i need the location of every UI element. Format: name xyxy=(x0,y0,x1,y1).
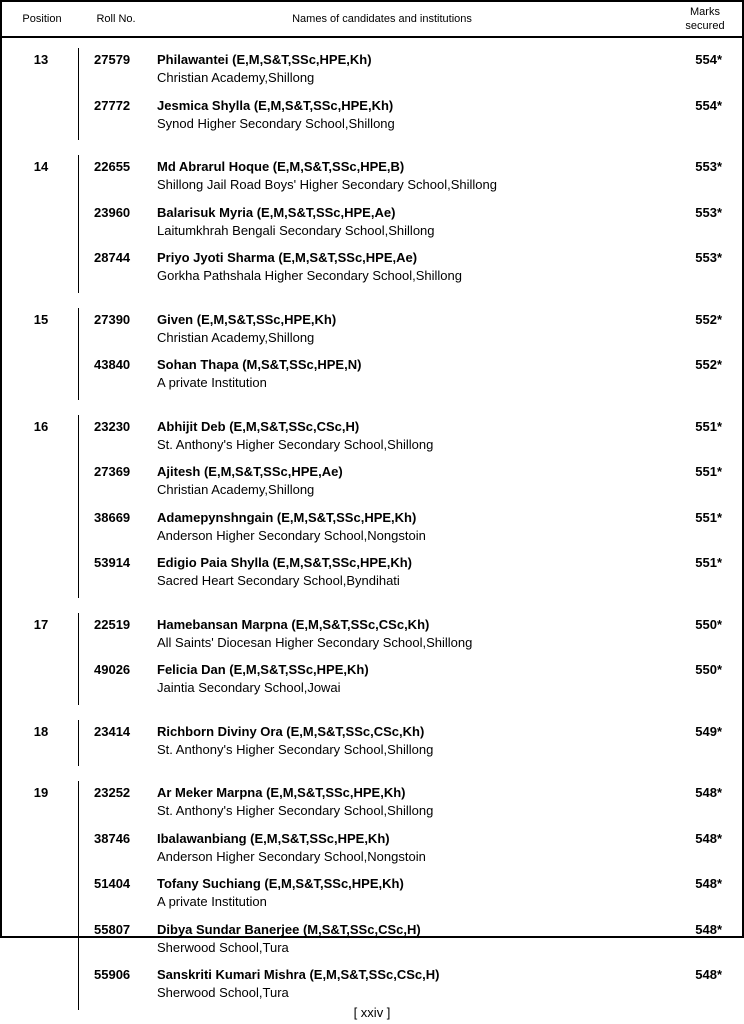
marks-secured: 548* xyxy=(695,785,722,800)
roll-number: 53914 xyxy=(94,555,131,570)
candidate-name: Jesmica Shylla (E,M,S&T,SSc,HPE,Kh) xyxy=(157,97,394,113)
roll-number: 55807 xyxy=(94,921,131,937)
candidate-row xyxy=(2,875,742,921)
rank-group xyxy=(2,603,742,710)
roll-number: 51404 xyxy=(94,876,131,891)
rank-group xyxy=(2,710,742,772)
header-roll-no: Roll No. xyxy=(96,13,136,25)
position-number: 14 xyxy=(33,159,49,174)
institution-name: Shillong Jail Road Boys' Higher Secondary School,Shillong xyxy=(157,177,497,192)
marks-secured: 550* xyxy=(695,662,722,677)
position-number: 17 xyxy=(33,616,49,632)
institution-name: Sherwood School,Tura xyxy=(157,939,289,955)
candidate-row xyxy=(2,830,742,876)
page-number: [ xxiv ] xyxy=(353,1005,391,1020)
institution-name: St. Anthony's Higher Secondary School,Shillong xyxy=(157,741,434,757)
header-names: Names of candidates and institutions xyxy=(292,13,472,25)
candidate-row xyxy=(2,509,742,555)
institution-name: Sacred Heart Secondary School,Byndihati xyxy=(157,573,400,588)
candidate-row xyxy=(2,311,742,357)
institution-name: All Saints' Diocesan Higher Secondary School,Shillong xyxy=(157,634,473,650)
candidate-row xyxy=(2,51,742,97)
rank-group xyxy=(2,771,742,1015)
roll-number: 23414 xyxy=(94,723,131,739)
candidate-row xyxy=(2,616,742,662)
roll-number: 27579 xyxy=(94,52,131,67)
institution-name: Anderson Higher Secondary School,Nongstoin xyxy=(157,527,426,543)
candidate-name: Given (E,M,S&T,SSc,HPE,Kh) xyxy=(157,311,337,327)
table-header xyxy=(2,2,742,38)
candidate-name: Tofany Suchiang (E,M,S&T,SSc,HPE,Kh) xyxy=(157,876,404,891)
candidate-row xyxy=(2,463,742,509)
marks-secured: 553* xyxy=(695,159,722,174)
candidate-row xyxy=(2,784,742,830)
institution-name: Jaintia Secondary School,Jowai xyxy=(157,680,341,695)
institution-name: Laitumkhrah Bengali Secondary School,Shillong xyxy=(157,222,435,238)
marks-secured: 552* xyxy=(695,311,722,327)
institution-name: Gorkha Pathshala Higher Secondary School,Shillong xyxy=(157,268,462,283)
marks-secured: 553* xyxy=(695,250,722,265)
candidate-name: Priyo Jyoti Sharma (E,M,S&T,SSc,HPE,Ae) xyxy=(157,250,418,265)
marks-secured: 548* xyxy=(695,830,722,846)
marks-secured: 548* xyxy=(695,876,722,891)
candidate-row xyxy=(2,418,742,464)
candidate-row xyxy=(2,158,742,204)
candidate-row xyxy=(2,661,742,707)
roll-number: 43840 xyxy=(94,357,131,372)
candidate-name: Sohan Thapa (M,S&T,SSc,HPE,N) xyxy=(157,357,362,372)
institution-name: A private Institution xyxy=(157,375,267,390)
marks-secured: 554* xyxy=(695,52,722,67)
rank-group xyxy=(2,405,742,603)
candidate-row xyxy=(2,921,742,967)
roll-number: 27772 xyxy=(94,97,131,113)
institution-name: Christian Academy,Shillong xyxy=(157,70,315,85)
candidate-name: Sanskriti Kumari Mishra (E,M,S&T,SSc,CSc,H) xyxy=(157,967,440,982)
candidate-row xyxy=(2,554,742,600)
roll-number: 38746 xyxy=(94,830,131,846)
candidate-name: Md Abrarul Hoque (E,M,S&T,SSc,HPE,B) xyxy=(157,159,405,174)
institution-name: St. Anthony's Higher Secondary School,Shillong xyxy=(157,436,434,452)
candidate-name: Adamepynshngain (E,M,S&T,SSc,HPE,Kh) xyxy=(157,509,417,525)
candidate-name: Balarisuk Myria (E,M,S&T,SSc,HPE,Ae) xyxy=(157,204,396,220)
marks-secured: 550* xyxy=(695,616,722,632)
roll-number: 27369 xyxy=(94,464,131,479)
candidate-row xyxy=(2,97,742,143)
candidate-name: Ar Meker Marpna (E,M,S&T,SSc,HPE,Kh) xyxy=(157,785,406,800)
marks-secured: 548* xyxy=(695,921,722,937)
marks-secured: 551* xyxy=(695,509,722,525)
institution-name: Christian Academy,Shillong xyxy=(157,482,315,497)
roll-number: 22519 xyxy=(94,616,131,632)
candidate-name: Richborn Diviny Ora (E,M,S&T,SSc,CSc,Kh) xyxy=(157,723,425,739)
institution-name: Sherwood School,Tura xyxy=(157,985,289,1000)
institution-name: Synod Higher Secondary School,Shillong xyxy=(157,115,395,131)
marks-secured: 553* xyxy=(695,204,722,220)
marks-secured: 554* xyxy=(695,97,722,113)
position-number: 15 xyxy=(33,311,49,327)
candidate-name: Philawantei (E,M,S&T,SSc,HPE,Kh) xyxy=(157,52,372,67)
table-body xyxy=(2,38,742,1015)
roll-number: 49026 xyxy=(94,662,131,677)
candidate-name: Abhijit Deb (E,M,S&T,SSc,CSc,H) xyxy=(157,418,360,434)
candidate-name: Ajitesh (E,M,S&T,SSc,HPE,Ae) xyxy=(157,464,343,479)
position-number: 18 xyxy=(33,723,49,739)
institution-name: St. Anthony's Higher Secondary School,Shillong xyxy=(157,803,434,818)
marks-secured: 551* xyxy=(695,555,722,570)
marks-secured: 551* xyxy=(695,464,722,479)
candidate-row xyxy=(2,204,742,250)
roll-number: 38669 xyxy=(94,509,131,525)
header-position: Position xyxy=(22,13,62,25)
roll-number: 22655 xyxy=(94,159,131,174)
institution-name: A private Institution xyxy=(157,894,267,909)
marks-secured: 551* xyxy=(695,418,722,434)
roll-number: 23230 xyxy=(94,418,131,434)
rank-group xyxy=(2,38,742,145)
marks-secured: 548* xyxy=(695,967,722,982)
marks-secured: 549* xyxy=(695,723,722,739)
header-marks: Marks secured xyxy=(685,6,725,32)
roll-number: 28744 xyxy=(94,250,131,265)
position-number: 13 xyxy=(33,52,49,67)
rank-group xyxy=(2,298,742,405)
candidate-name: Edigio Paia Shylla (E,M,S&T,SSc,HPE,Kh) xyxy=(157,555,412,570)
roll-number: 23252 xyxy=(94,785,131,800)
marks-secured: 552* xyxy=(695,357,722,372)
candidate-row xyxy=(2,356,742,402)
candidate-name: Ibalawanbiang (E,M,S&T,SSc,HPE,Kh) xyxy=(157,830,390,846)
institution-name: Christian Academy,Shillong xyxy=(157,329,315,345)
position-number: 16 xyxy=(33,418,49,434)
roll-number: 55906 xyxy=(94,967,131,982)
rank-group xyxy=(2,145,742,298)
candidate-name: Felicia Dan (E,M,S&T,SSc,HPE,Kh) xyxy=(157,662,369,677)
position-number: 19 xyxy=(33,785,49,800)
candidate-row xyxy=(2,249,742,295)
roll-number: 23960 xyxy=(94,204,131,220)
roll-number: 27390 xyxy=(94,311,131,327)
candidate-row xyxy=(2,723,742,769)
candidate-name: Hamebansan Marpna (E,M,S&T,SSc,CSc,Kh) xyxy=(157,616,430,632)
candidate-name: Dibya Sundar Banerjee (M,S&T,SSc,CSc,H) xyxy=(157,921,421,937)
institution-name: Anderson Higher Secondary School,Nongstoin xyxy=(157,848,426,864)
